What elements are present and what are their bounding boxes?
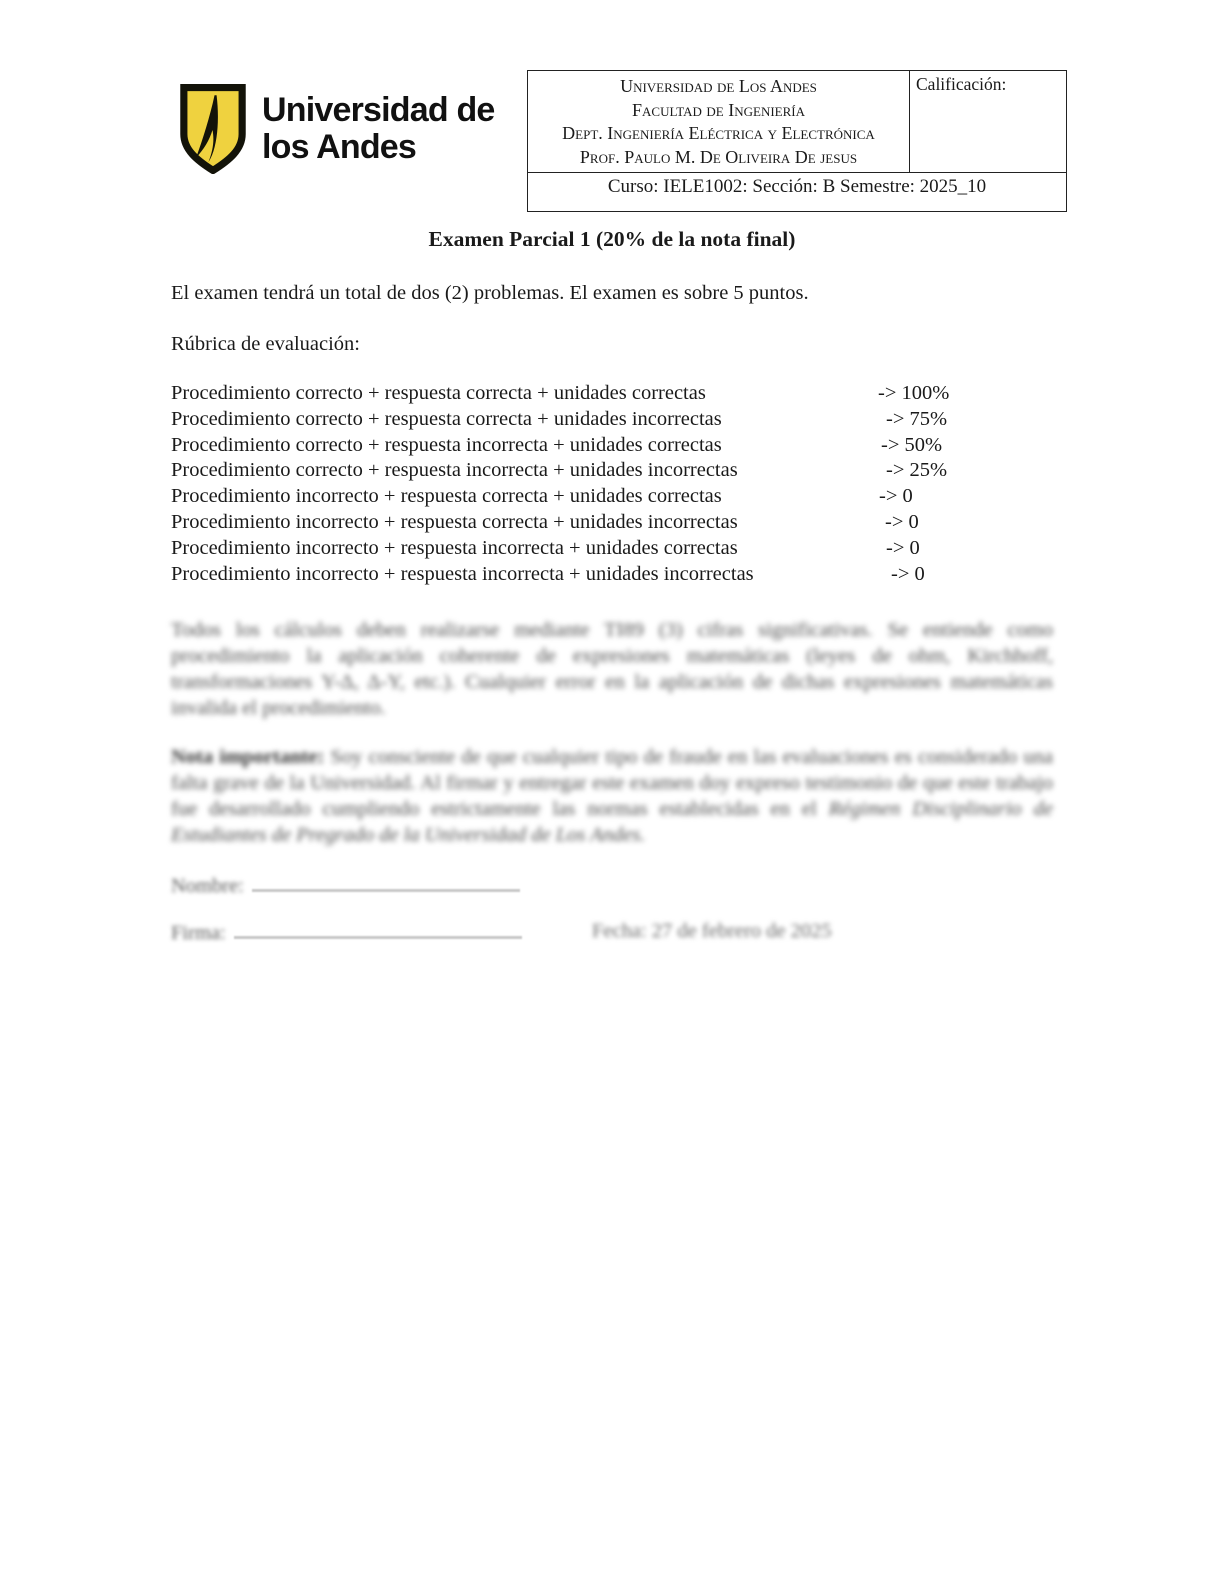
exam-title: Examen Parcial 1 (20% de la nota final) [428,227,796,251]
rubric-item-value: -> 0 [885,510,919,533]
blurred-paragraph-calculations: Todos los cálculos deben realizarse mediante TI89 (3) cifras significativas. Se entiende como procedimiento la aplicación coherente de expresiones matemáticas (leyes de ohm, Kirchhoff, transformaciones Y-Δ, Δ-Y, etc.). Cualquier error en la aplicación de dichas expresiones matemáticas invalida el procedimiento. [171,619,1053,719]
rubric-row [171,458,1053,484]
shield-leaf-icon [180,84,246,174]
rubric-item-label: Procedimiento incorrecto + respuesta correcta + unidades incorrectas [171,510,738,533]
logo-wordmark [262,92,495,166]
rubric-row [171,536,1053,562]
blurred-paragraph-honor-note [171,744,1053,848]
logo-wordmark-line1: Universidad de [262,91,495,129]
institution-line-faculty: Facultad de Ingeniería [632,99,805,120]
course-line: Curso: IELE1002: Sección: B Semestre: 2025_10 [607,176,987,197]
rubric-item-label: Procedimiento correcto + respuesta correcta + unidades incorrectas [171,407,722,430]
grade-cell [910,71,1067,173]
institution-line-department: Dept. Ingeniería Eléctrica y Electrónica [562,123,875,143]
rubric-item-label: Procedimiento correcto + respuesta correcta + unidades correctas [171,382,706,404]
intro-paragraph: El examen tendrá un total de dos (2) problemas. El examen es sobre 5 puntos. [171,282,809,304]
rubric-item-label: Procedimiento correcto + respuesta incorrecta + unidades correctas [171,433,722,456]
institution-cell [528,71,910,173]
signature-label: Firma: [171,922,226,944]
rubric-row [171,407,1053,433]
institution-line-professor: Prof. Paulo M. De Oliveira De jesus [579,146,858,167]
signature-field-row [171,920,832,945]
logo-wordmark-line2: los Andes [262,128,417,166]
name-blank-line [252,875,520,892]
note-lead: Nota importante: [171,746,325,768]
rubric-item-value: -> 75% [886,407,948,430]
rubric-row [171,381,1053,407]
note-body: Soy consciente de que cualquier tipo de fraude en las evaluaciones es considerado una falta grave de la Universidad. Al firmar y entregar este examen doy expreso testimonio de que este trabajo fue desarrollado cumpliendo estrictamente las normas establecidas en el [171,746,1053,820]
rubric-item-label: Procedimiento incorrecto + respuesta correcta + unidades correctas [171,485,722,508]
rubric-item-value: -> 25% [886,459,948,482]
rubric-item-value: -> 0 [891,562,925,585]
rubric-item-label: Procedimiento incorrecto + respuesta incorrecta + unidades incorrectas [171,562,754,585]
rubric-item-label: Procedimiento incorrecto + respuesta incorrecta + unidades correctas [171,536,738,559]
grade-label: Calificación: [916,74,1007,94]
rubric-row [171,484,1053,510]
rubric-heading: Rúbrica de evaluación: [171,333,360,355]
rubric-item-value: -> 50% [881,433,943,456]
date-label: Fecha: 27 de febrero de 2025 [592,920,832,942]
note-regimen-italic: Régimen Disciplinario de Estudiantes de Pregrado de la Universidad de Los Andes. [171,798,1053,846]
rubric-row [171,562,1053,588]
rubric-item-value: -> 0 [879,485,913,508]
rubric-row [171,433,1053,459]
course-cell [528,173,1067,212]
name-field-row [171,875,520,898]
institution-line-university: Universidad de Los Andes [620,76,817,96]
rubric-list [171,381,1053,587]
signature-blank-line [234,922,522,939]
rubric-item-label: Procedimiento correcto + respuesta incorrecta + unidades incorrectas [171,459,738,482]
header-info-table [527,70,1067,212]
rubric-row [171,510,1053,536]
name-label: Nombre: [171,875,244,897]
uniandes-logo [180,84,495,174]
rubric-item-value: -> 0 [886,536,920,559]
rubric-item-value: -> 100% [878,382,950,404]
